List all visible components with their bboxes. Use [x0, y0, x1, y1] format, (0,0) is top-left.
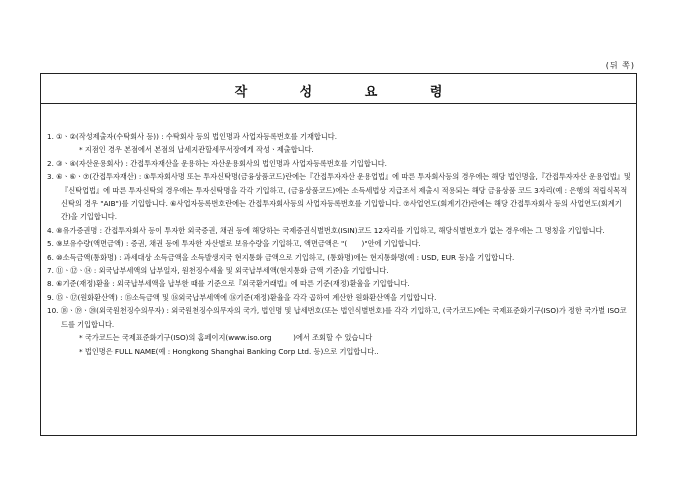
title-divider — [40, 103, 637, 104]
instruction-item-6: 6. ⑩소득금액(통화명) : 과세대상 소득금액을 소득발생지국 현지통화 금액으로 기입하고, (통화명)에는 현지통화명(예 : USD, EUR 등)을 기입합니다. — [47, 252, 515, 262]
instruction-item-2: 2. ③ㆍ④(자산운용회사) : 간접투자재산을 운용하는 자산운용회사의 법인명과 사업자등록번호를 기입합니다. — [47, 158, 387, 168]
instruction-note-corp-name: * 법인명은 FULL NAME(예 : Hongkong Shanghai Banking Corp Ltd. 등)으로 기입합니다.. — [79, 346, 379, 356]
instruction-item-4: 4. ⑧유가증권명 : 간접투자회사 등이 투자한 외국증권, 채권 등에 해당하는 국제증권식별번호(ISIN)코드 12자리를 기입하고, 해당식별번호가 없는 경우에는 그 명칭을 기입합니다. — [47, 225, 605, 235]
instruction-item-3: 3. ⑥ㆍ⑥ㆍ⑦(간접투자재산) : ⑤투자회사명 또는 투자신탁명(금융상품코드)란에는『간접투자자산 운용업법』에 따른 투자회사등의 경우에는 해당 법인명을,『간접투자자산 운용업법』및『신탁업법』에 따른 투자신탁의 경우에는 투자신탁명을 각각 기입하고, (금융상품코드)에는 소득세법상 지급조서 제출시 적용되는 해당 금융상품 코드 3자리(예 : 은행의 적립식목적신탁의 경우 "AIB")를 기입합니다. ⑥사업자등록번호란에는 간접투자회사등의 사업자등록번호를 기입합니다. ⑦사업연도(회계기간)란에는 해당 간접투자회사 등의 사업연도(회계기간)을 기입합니다. — [47, 172, 631, 222]
instruction-note-country-code: * 국가코드는 국제표준화기구(ISO)의 홈페이지(www.iso.org )에서 조회할 수 있습니다 — [79, 333, 373, 343]
instructions-list — [47, 130, 631, 358]
instruction-item-5: 5. ⑨보유수량(액면금액) : 증권, 채권 등에 투자한 자산별로 보유수량을 기입하고, 액면금액은 "( )"안에 기입합니다. — [47, 239, 421, 249]
instruction-item-7: 7. ⑪ㆍ⑫ㆍ⑭ : 외국납부세액의 납부일자, 원천징수세율 및 외국납부세액(현지통화 금액 기준)을 기입합니다. — [47, 266, 389, 276]
instruction-item-10: 10. ⑱ㆍ⑲ㆍ⑳(외국원천징수의무자) : 외국원천징수의무자의 국가, 법인명 및 납세번호(또는 법인식별번호)를 각각 기입하고, (국가코드)에는 국제표준화기구(ISO)가 정한 국가별 ISO코드를 기입합니다. — [47, 306, 627, 329]
instruction-item-8: 8. ⑥기준(재정)환율 : 외국납부세액을 납부한 때를 기준으로『외국환거래법』에 따른 기준(재정)환율을 기입합니다. — [47, 279, 410, 289]
page-title: 작 성 요 령 — [234, 85, 467, 100]
instruction-item-1: 1. ①ㆍ②(작성제출자(수탁회사 등)) : 수탁회사 등의 법인명과 사업자등록번호를 기재합니다. — [47, 132, 338, 141]
instruction-item-9: 9. ⑮ㆍ⑰(원화환산액) : ⑮소득금액 및 ⑯외국납부세액에 ⑯기준(재정)환율을 각각 곱하여 계산한 원화환산액을 기입합니다. — [47, 292, 437, 302]
instruction-note-1: * 지점인 경우 본점에서 본점의 납세지관할세무서장에게 작성ㆍ제출합니다. — [79, 145, 314, 155]
page-label: (뒤 쪽) — [605, 61, 635, 70]
